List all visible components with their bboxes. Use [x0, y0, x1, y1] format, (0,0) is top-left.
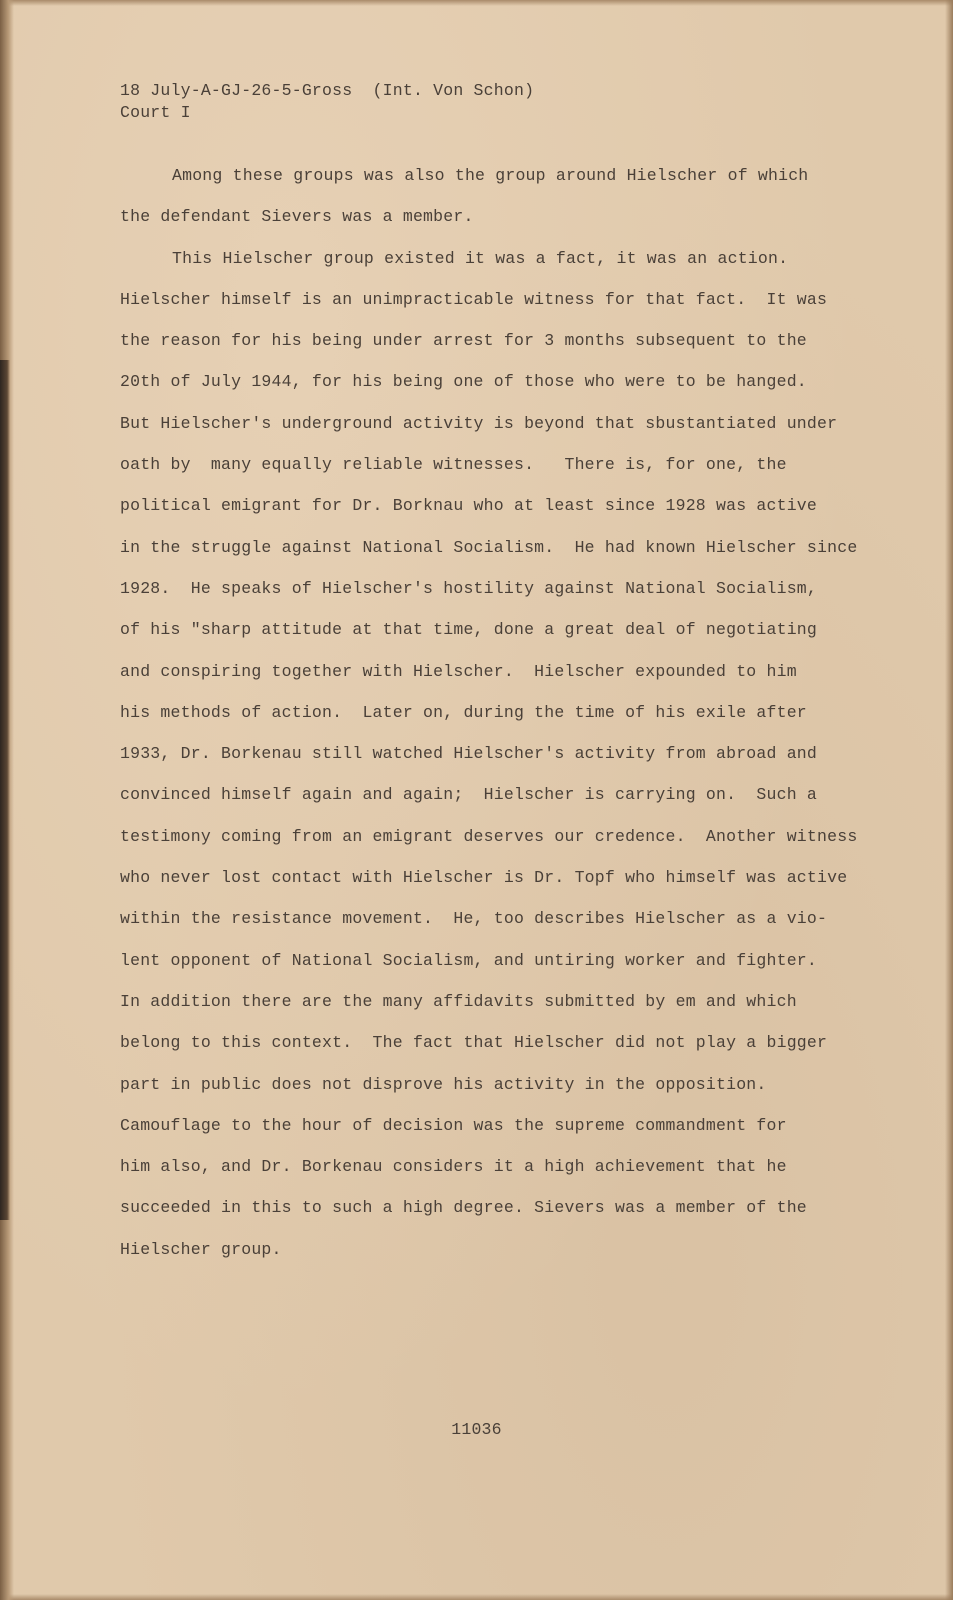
page-edge-right — [945, 0, 953, 1600]
body-line: of his "sharp attitude at that time, done a great deal of negotiating — [120, 620, 818, 640]
body-line: testimony coming from an emigrant deserves our credence. Another witness — [120, 826, 858, 846]
body-line: lent opponent of National Socialism, and untiring worker and fighter. — [120, 950, 818, 970]
body-line: Hielscher group. — [120, 1239, 282, 1259]
body-line: the defendant Sievers was a member. — [120, 207, 474, 227]
body-line: within the resistance movement. He, too describes Hielscher as a vio- — [120, 909, 828, 929]
body-line: belong to this context. The fact that Hielscher did not play a bigger — [120, 1033, 828, 1053]
body-line: But Hielscher's underground activity is beyond that sbustantiated under — [120, 413, 838, 433]
document-body — [120, 162, 870, 1277]
body-line: 20th of July 1944, for his being one of those who were to be hanged. — [120, 372, 807, 392]
body-line: in the struggle against National Socialism. He had known Hielscher since — [120, 537, 858, 557]
header-court: Court I — [120, 103, 191, 122]
body-line: Camouflage to the hour of decision was the supreme commandment for — [120, 1115, 787, 1135]
body-line: the reason for his being under arrest for 3 months subsequent to the — [120, 331, 807, 351]
binding-shadow — [0, 360, 10, 1220]
body-line: This Hielscher group existed it was a fact, it was an action. — [172, 248, 789, 268]
body-line: In addition there are the many affidavits submitted by em and which — [120, 991, 797, 1011]
body-line: 1928. He speaks of Hielscher's hostility against National Socialism, — [120, 578, 818, 598]
body-line: Hielscher himself is an unimpracticable witness for that fact. It was — [120, 289, 828, 309]
body-line: part in public does not disprove his activity in the opposition. — [120, 1074, 767, 1094]
body-line: him also, and Dr. Borkenau considers it a high achievement that he — [120, 1157, 787, 1177]
page-edge-bottom — [0, 1594, 953, 1600]
page-number: 11036 — [451, 1420, 502, 1439]
body-line: convinced himself again and again; Hielscher is carrying on. Such a — [120, 785, 818, 805]
body-line: succeeded in this to such a high degree. Sievers was a member of the — [120, 1198, 807, 1218]
body-line: and conspiring together with Hielscher. Hielscher expounded to him — [120, 661, 797, 681]
body-line: his methods of action. Later on, during the time of his exile after — [120, 702, 807, 722]
body-line: who never lost contact with Hielscher is Dr. Topf who himself was active — [120, 868, 848, 888]
document-header — [120, 80, 534, 124]
body-line: 1933, Dr. Borkenau still watched Hielscher's activity from abroad and — [120, 744, 818, 764]
body-line: oath by many equally reliable witnesses. There is, for one, the — [120, 455, 787, 475]
body-line: Among these groups was also the group around Hielscher of which — [172, 166, 809, 185]
page-edge-top — [0, 0, 953, 6]
header-reference: 18 July-A-GJ-26-5-Gross (Int. Von Schon) — [120, 81, 535, 100]
body-line: political emigrant for Dr. Borknau who at least since 1928 was active — [120, 496, 818, 516]
